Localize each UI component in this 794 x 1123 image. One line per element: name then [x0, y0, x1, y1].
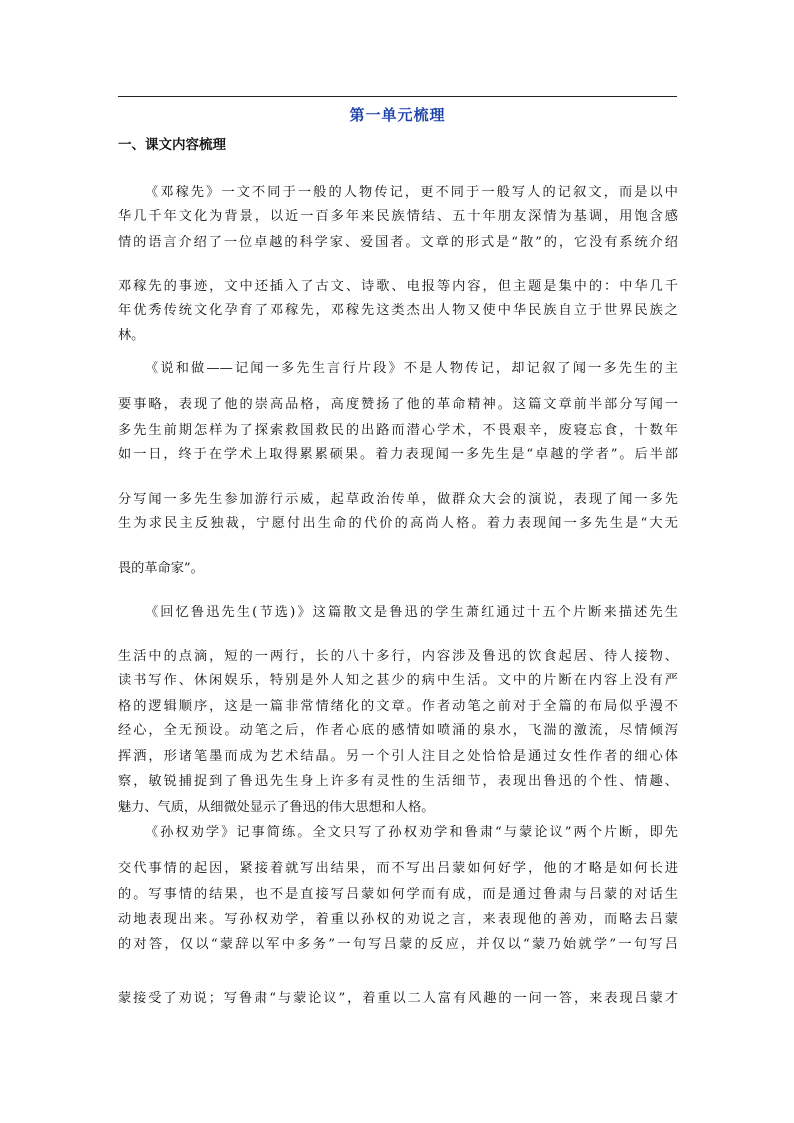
text-line: 察，敏锐捕捉到了鲁迅先生身上许多有灵性的生活细节，表现出鲁迅的个性、情趣、	[118, 774, 678, 789]
text-line: 年优秀传统文化孕育了邓稼先，邓稼先这类杰出人物又使中华民族自立于世界民族之	[118, 303, 678, 318]
text-line: 林。	[118, 328, 145, 343]
text-line: 如一日，终于在学术上取得累累硕果。着力表现闻一多先生是“卓越的学者”。后半部	[118, 447, 678, 462]
section-heading: 一、课文内容梳理	[118, 137, 226, 153]
text-line: 生为求民主反独裁，宁愿付出生命的代价的高尚人格。着力表现闻一多先生是“大无	[118, 516, 678, 531]
text-line: 蒙接受了劝说；写鲁肃“与蒙论议”，着重以二人富有风趣的一问一答，来表现吕蒙才	[118, 991, 678, 1006]
text-line: 华几千年文化为背景，以近一百多年来民族情结、五十年朋友深情为基调，用饱含感	[118, 209, 678, 224]
header-rule	[118, 96, 677, 97]
text-line: 经心，全无预设。动笔之后，作者心底的感情如喷涌的泉水，飞湍的激流，尽情倾泻	[118, 723, 678, 738]
text-line: 邓稼先的事迹，文中还插入了古文、诗歌、电报等内容，但主题是集中的：中华几千	[118, 279, 678, 294]
text-line: 挥洒，形诸笔墨而成为艺术结晶。另一个引人注目之处恰恰是通过女性作者的细心体	[118, 749, 678, 764]
text-line: 要事略，表现了他的崇高品格，高度赞扬了他的革命精神。这篇文章前半部分写闻一	[118, 397, 678, 412]
text-line: 《孙权劝学》记事简练。全文只写了孙权劝学和鲁肃“与蒙论议”两个片断，即先	[145, 825, 678, 840]
text-line: 动地表现出来。写孙权劝学，着重以孙权的劝说之言，来表现他的善劝，而略去吕蒙	[118, 912, 678, 927]
text-line: 的。写事情的结果，也不是直接写吕蒙如何学而有成，而是通过鲁肃与吕蒙的对话生	[118, 887, 678, 902]
text-line: 分写闻一多先生参加游行示威，起草政治传单，做群众大会的演说，表现了闻一多先	[118, 492, 678, 507]
text-line: 情的语言介绍了一位卓越的科学家、爱国者。文章的形式是“散”的，它没有系统介绍	[118, 235, 678, 250]
text-line: 《回忆鲁迅先生(节选)》这篇散文是鲁迅的学生萧红通过十五个片断来描述先生	[145, 605, 678, 620]
text-line: 格的逻辑顺序，这是一篇非常情绪化的文章。作者动笔之前对于全篇的布局似乎漫不	[118, 699, 678, 714]
text-line: 魅力、气质，从细微处显示了鲁迅的伟大思想和人格。	[118, 800, 435, 815]
text-line: 《邓稼先》一文不同于一般的人物传记，更不同于一般写人的记叙文，而是以中	[145, 185, 678, 200]
page-title: 第一单元梳理	[349, 106, 446, 124]
text-line: 交代事情的起因，紧接着就写出结果，而不写出吕蒙如何好学，他的才略是如何长进	[118, 861, 678, 876]
text-line: 读书写作、休闲娱乐，特别是外人知之甚少的病中生活。文中的片断在内容上没有严	[118, 673, 678, 688]
text-line: 《说和做——记闻一多先生言行片段》不是人物传记，却记叙了闻一多先生的主	[145, 361, 678, 376]
text-line: 畏的革命家”。	[118, 561, 204, 576]
text-line: 生活中的点滴，短的一两行，长的八十多行，内容涉及鲁迅的饮食起居、待人接物、	[118, 649, 678, 664]
text-line: 多先生前期怎样为了探索救国救民的出路而潜心学术，不畏艰辛，废寝忘食，十数年	[118, 423, 678, 438]
text-line: 的对答，仅以“蒙辞以军中多务”一句写吕蒙的反应，并仅以“蒙乃始就学”一句写吕	[118, 937, 678, 952]
